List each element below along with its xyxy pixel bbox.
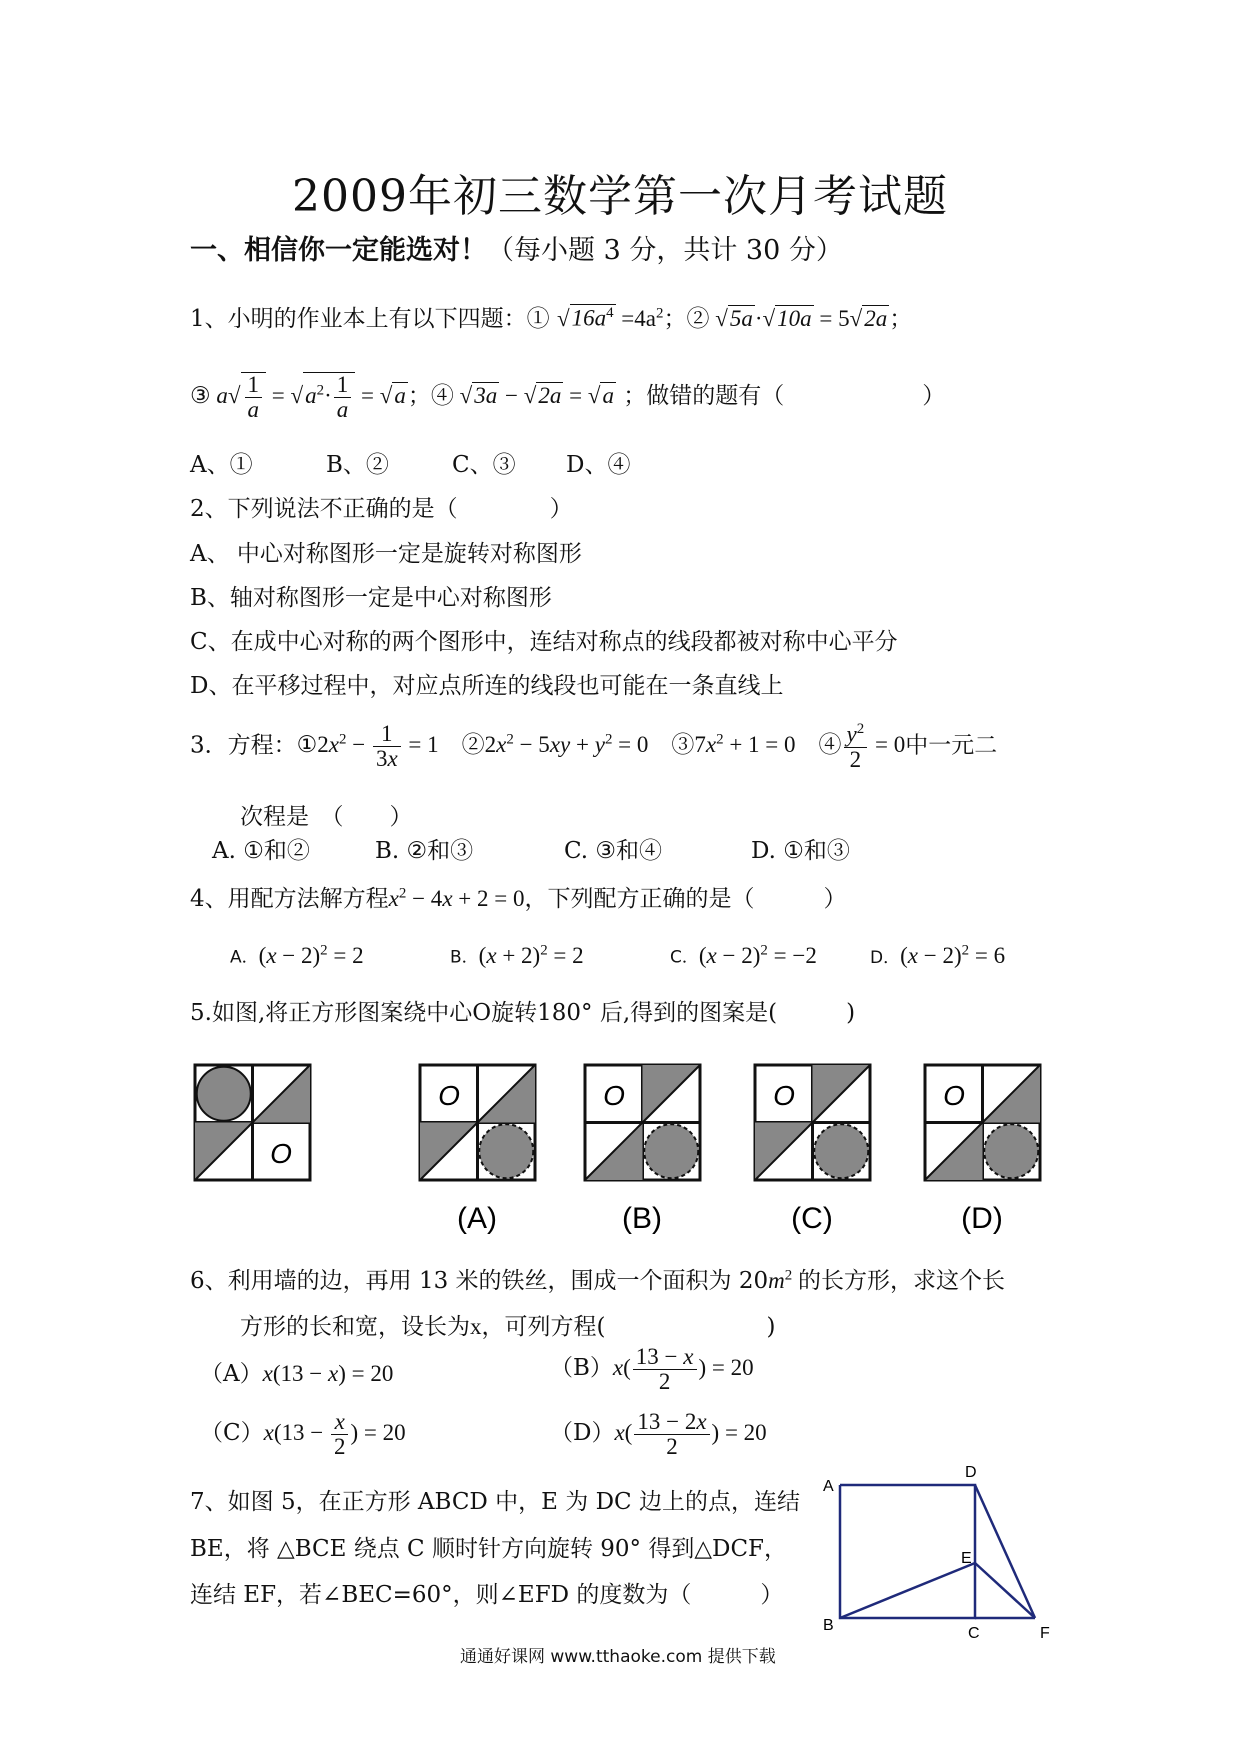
q5-label-d: (D) [961, 1202, 1003, 1235]
q5-stem: 5.如图,将正方形图案绕中心O旋转180° 后,得到的图案是( ) [190, 1000, 856, 1026]
q4-stem [190, 880, 846, 913]
q4-option-a-label: A． [230, 947, 259, 968]
q6-option-a-expr: x(13 − x) = 20 [262, 1361, 394, 1386]
q5-original-o: O [270, 1138, 292, 1169]
q3-option-c: C. ③和④ [564, 838, 663, 864]
q4-option-c-label: C． [670, 947, 699, 968]
section-heading [190, 228, 843, 267]
q7-point-f: F [1040, 1625, 1050, 1640]
q4-options [230, 942, 1005, 969]
q4-post: ，下列配方正确的是（ ） [524, 886, 847, 912]
q3-option-b: B. ②和③ [375, 838, 474, 864]
q6-option-b-label: （B） [550, 1354, 613, 1381]
q6-line1-tail: 的长方形，求这个长 [797, 1268, 1005, 1294]
q5-figure-a [420, 1065, 535, 1180]
q7-point-d: D [965, 1464, 977, 1481]
q5-c-o: O [773, 1080, 795, 1111]
q1-option-b: B、② [326, 452, 389, 478]
q1-option-a: A、① [190, 452, 253, 478]
q6-option-d-label: （D） [550, 1419, 615, 1446]
q6-line1-text: 6、利用墙的边，再用 13 米的铁丝，围成一个面积为 20 [190, 1268, 769, 1294]
q6-option-b [550, 1345, 754, 1394]
q7-point-a: A [823, 1478, 834, 1495]
q2-stem: 2、下列说法不正确的是（ ） [190, 496, 573, 522]
q5-label-c: (C) [791, 1202, 833, 1235]
q5-a-o: O [438, 1080, 460, 1111]
q6-option-c-expr: x(13 − $\frac{x}{2}$ ) = 20 [263, 1409, 406, 1460]
q1-tail: ；做错的题有（ ） [623, 382, 946, 409]
q3-tail: 中一元二 [905, 732, 998, 759]
q5-label-b: (B) [622, 1202, 662, 1235]
q4-pre: 4、用配方法解方程 [190, 886, 389, 912]
q4-option-d-label: D． [870, 947, 901, 968]
q6-line1 [190, 1262, 1005, 1295]
q6-var: x [470, 1314, 482, 1339]
q5-d-o: O [943, 1080, 965, 1111]
q6-option-d [550, 1410, 767, 1459]
page-title: 2009年初三数学第一次月考试题 [292, 171, 948, 222]
q5-label-a: (A) [457, 1202, 497, 1235]
q7-line1: 7、如图 5，在正方形 ABCD 中，E 为 DC 边上的点，连结 [190, 1489, 800, 1515]
q6-option-a-label: （A） [200, 1361, 263, 1387]
q3-option-d: D. ①和③ [751, 838, 850, 864]
q6-line2-tail: ，可列方程( ) [481, 1314, 776, 1340]
q7-point-e: E [961, 1550, 972, 1567]
q5-original-figure [195, 1065, 310, 1180]
q5-figure-d [925, 1065, 1040, 1180]
q2-option-a: A、 中心对称图形一定是旋转对称图形 [190, 541, 582, 567]
section-note: （每小题 3 分，共计 30 分） [487, 235, 843, 266]
q3-line2: 次程是 （ ） [240, 804, 413, 830]
q1-intro: 1、小明的作业本上有以下四题：① [190, 306, 550, 332]
q3-line1 [190, 722, 997, 772]
q6-option-b-expr: x( $\frac{13 - x}{2}$ ) = 20 [612, 1344, 754, 1395]
q6-option-c-label: （C） [200, 1419, 264, 1446]
q2-option-c: C、在成中心对称的两个图形中，连结对称点的线段都被对称中心平分 [190, 629, 898, 655]
q5-figure-c [755, 1065, 870, 1180]
q6-option-d-expr: x( $\frac{13 - 2x}{2}$ ) = 20 [614, 1409, 767, 1460]
q7-point-c: C [968, 1625, 980, 1640]
q1-expr1: $√16a^4 =4a^2$；② √5a·√10a = 5√2a； [556, 305, 913, 331]
q7-figure-lines [840, 1485, 1035, 1618]
section-head: 一、相信你一定能选对！ [190, 235, 487, 266]
q4-option-a-expr: $(x - 2)^2 = 2$ [258, 942, 364, 968]
q5-b-o: O [603, 1080, 625, 1111]
q6-line2 [240, 1308, 775, 1341]
q4-option-c-expr: $(x - 2)^2 = -2$ [698, 942, 817, 968]
q7-point-b: B [823, 1617, 834, 1634]
q1-option-d: D、④ [566, 452, 631, 478]
q1-options [190, 446, 630, 479]
q1-line2 [190, 372, 945, 422]
q7-line2: BE，将 △BCE 绕点 C 顺时针方向旋转 90° 得到△DCF， [190, 1536, 788, 1562]
q6-unit: $m^2$ [768, 1267, 793, 1293]
q3-equations: $①2x^2$ − $\frac{1}{3x}$ = 1 $②2x^2 - 5xy + y^2 = 0$ $③7x^2 + 1 = 0$ ④ $\frac{y^2}{2}$ = 0 [296, 721, 906, 772]
q6-option-a [200, 1355, 393, 1388]
q2-option-d: D、在平移过程中，对应点所连的线段也可能在一条直线上 [190, 673, 784, 699]
q1-option-c: C、③ [452, 452, 516, 478]
q4-option-b-expr: $(x + 2)^2 = 2$ [478, 942, 584, 968]
q6-option-c [200, 1410, 406, 1459]
q1-expr2: ③ a√ $\frac{1}{a}$ = $√a^2\cdot$ $\frac{1}{a}$ = √a；④ √3a − √2a = √a [190, 372, 614, 423]
q1-line1 [190, 300, 912, 333]
q3-label: 3．方程： [190, 732, 297, 759]
q4-option-b-label: B． [450, 947, 479, 968]
q2-option-b: B、轴对称图形一定是中心对称图形 [190, 585, 552, 611]
q4-equation: $x^2 - 4x + 2 = 0$ [388, 885, 525, 911]
q7-line3: 连结 EF，若∠BEC=60°，则∠EFD 的度数为（ ） [190, 1582, 784, 1608]
q5-figure-b [585, 1065, 700, 1180]
q3-option-a: A. ①和② [212, 838, 310, 864]
q5-figures [180, 1045, 1080, 1245]
footer-note: 通通好课网 www.tthaoke.com 提供下载 [460, 1647, 776, 1667]
q3-options [212, 832, 850, 865]
q6-line2-text: 方形的长和宽，设长为 [240, 1314, 470, 1340]
q4-option-d-expr: $(x - 2)^2 = 6$ [900, 942, 1006, 968]
q7-figure [815, 1455, 1075, 1640]
